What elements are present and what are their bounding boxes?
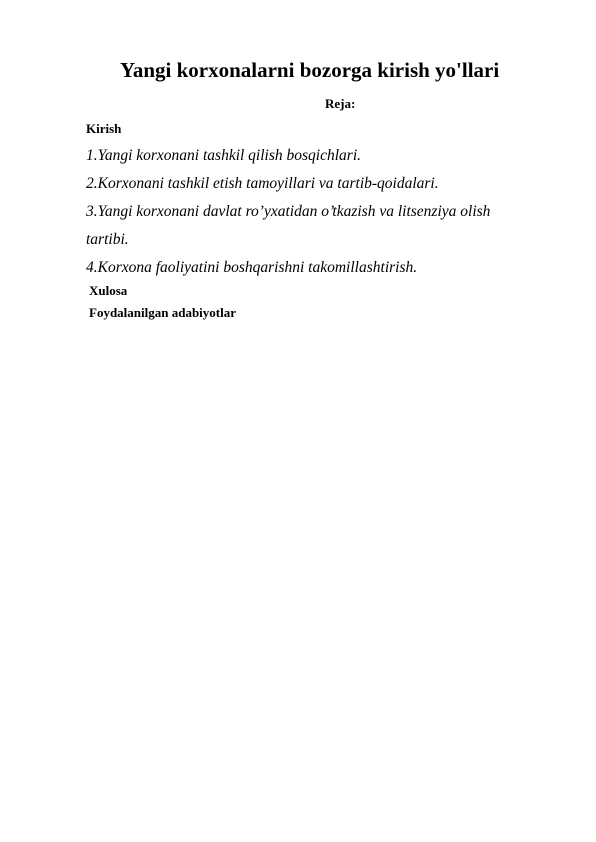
conclusion-section: Xulosa: [89, 283, 128, 298]
plan-item-text: Korxona faoliyatini boshqarishni takomillashtirish.: [97, 259, 418, 276]
plan-item: [86, 142, 526, 170]
plan-item-number: 3.: [86, 203, 98, 220]
plan-item-number: 4.: [86, 259, 98, 276]
plan-item-text: Korxonani tashkil etish tamoyillari va tartib-qoidalari.: [97, 175, 439, 192]
plan-list: [86, 142, 526, 282]
plan-item: [86, 198, 526, 254]
plan-item-text: Yangi korxonani davlat ro’yxatidan o’tkazish va litsenziya olish tartibi.: [86, 203, 491, 248]
plan-item-text: Yangi korxonani tashkil qilish bosqichlari.: [97, 147, 361, 164]
plan-item: [86, 170, 526, 198]
plan-item: [86, 254, 526, 282]
plan-item-number: 2.: [86, 175, 98, 192]
plan-item-number: 1.: [86, 147, 98, 164]
references-section: Foydalanilgan adabiyotlar: [89, 305, 236, 320]
intro-section: Kirish: [86, 121, 122, 136]
plan-heading: Reja:: [325, 96, 356, 111]
document-title: Yangi korxonalarni bozorga kirish yo'llari: [120, 58, 500, 82]
